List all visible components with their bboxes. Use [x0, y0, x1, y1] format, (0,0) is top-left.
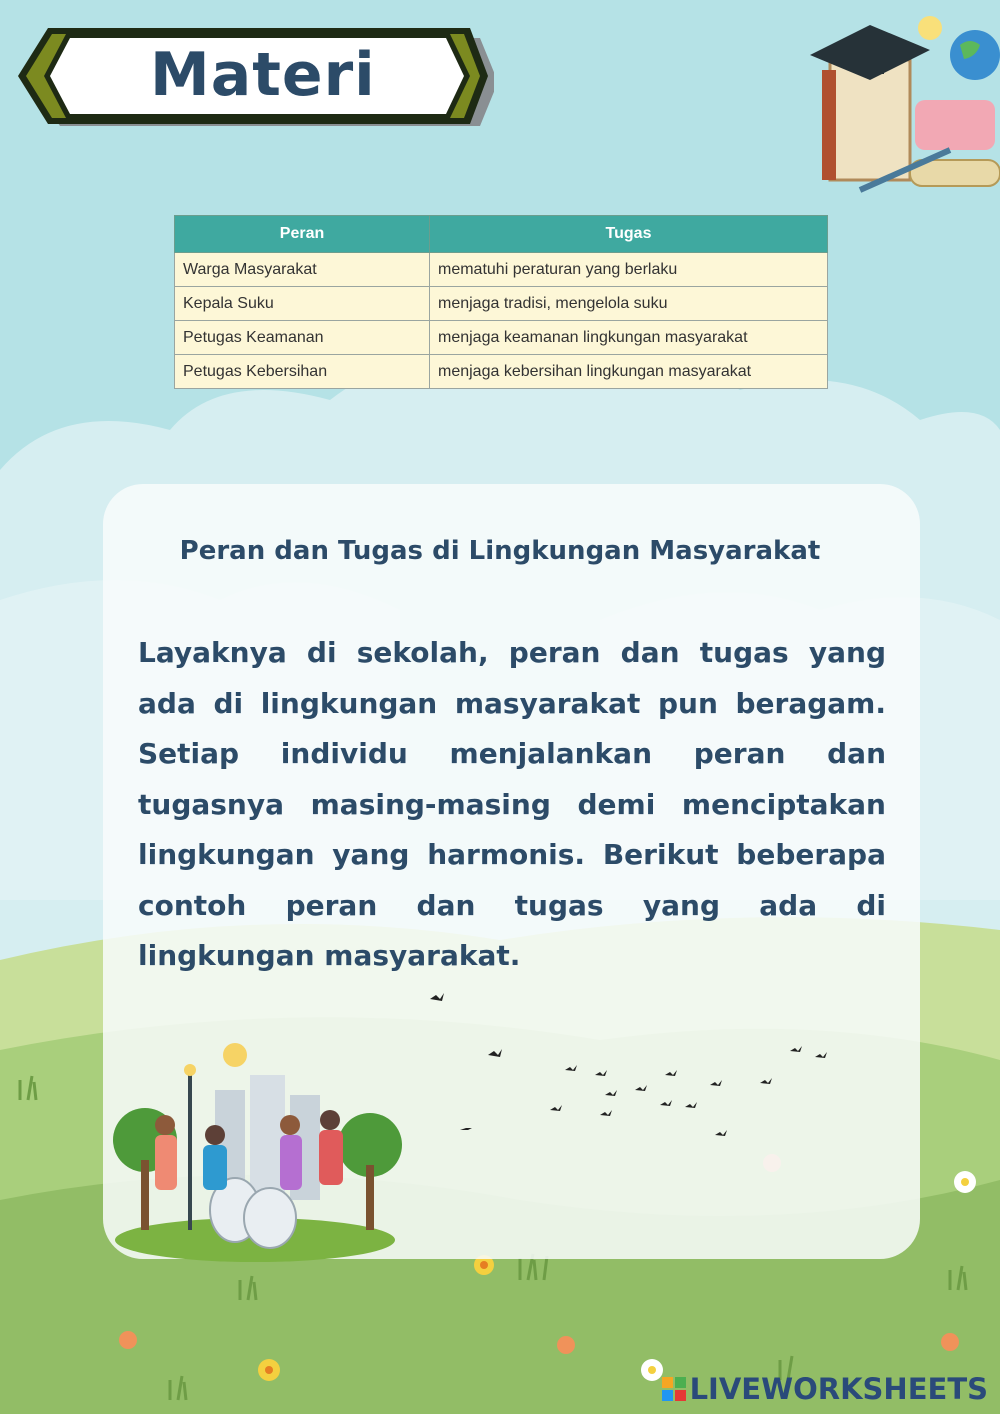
table-row	[175, 321, 828, 355]
cell-peran: Petugas Kebersihan	[175, 355, 430, 389]
watermark-text: LIVEWORKSHEETS	[689, 1372, 988, 1406]
cell-tugas: menjaga kebersihan lingkungan masyarakat	[430, 355, 828, 389]
page-title: Materi	[150, 40, 376, 110]
community-cleanup-illustration	[105, 1040, 405, 1270]
cell-tugas: menjaga tradisi, mengelola suku	[430, 287, 828, 321]
header-peran: Peran	[175, 216, 430, 253]
table-row	[175, 253, 828, 287]
cell-tugas: menjaga keamanan lingkungan masyarakat	[430, 321, 828, 355]
table-row	[175, 355, 828, 389]
cell-peran: Petugas Keamanan	[175, 321, 430, 355]
card-title: Peran dan Tugas di Lingkungan Masyarakat	[179, 536, 821, 566]
liveworksheets-watermark	[662, 1372, 988, 1406]
table-header-row	[175, 216, 828, 253]
card-body-text: Layaknya di sekolah, peran dan tugas yang ada di lingkungan masyarakat pun beragam. Setiap individu menjalankan peran dan tugasnya masing-masing demi menciptakan lingkungan yang harmonis. Berikut beberapa contoh peran dan tugas yang ada di lingkungan masyarakat.	[138, 636, 886, 972]
liveworksheets-logo-icon	[662, 1377, 686, 1401]
roles-table	[174, 215, 828, 389]
education-decoration	[800, 0, 1000, 215]
birds-decoration	[420, 985, 840, 1145]
cell-tugas: mematuhi peraturan yang berlaku	[430, 253, 828, 287]
cell-peran: Warga Masyarakat	[175, 253, 430, 287]
cell-peran: Kepala Suku	[175, 287, 430, 321]
header-tugas: Tugas	[430, 216, 828, 253]
table-row	[175, 287, 828, 321]
